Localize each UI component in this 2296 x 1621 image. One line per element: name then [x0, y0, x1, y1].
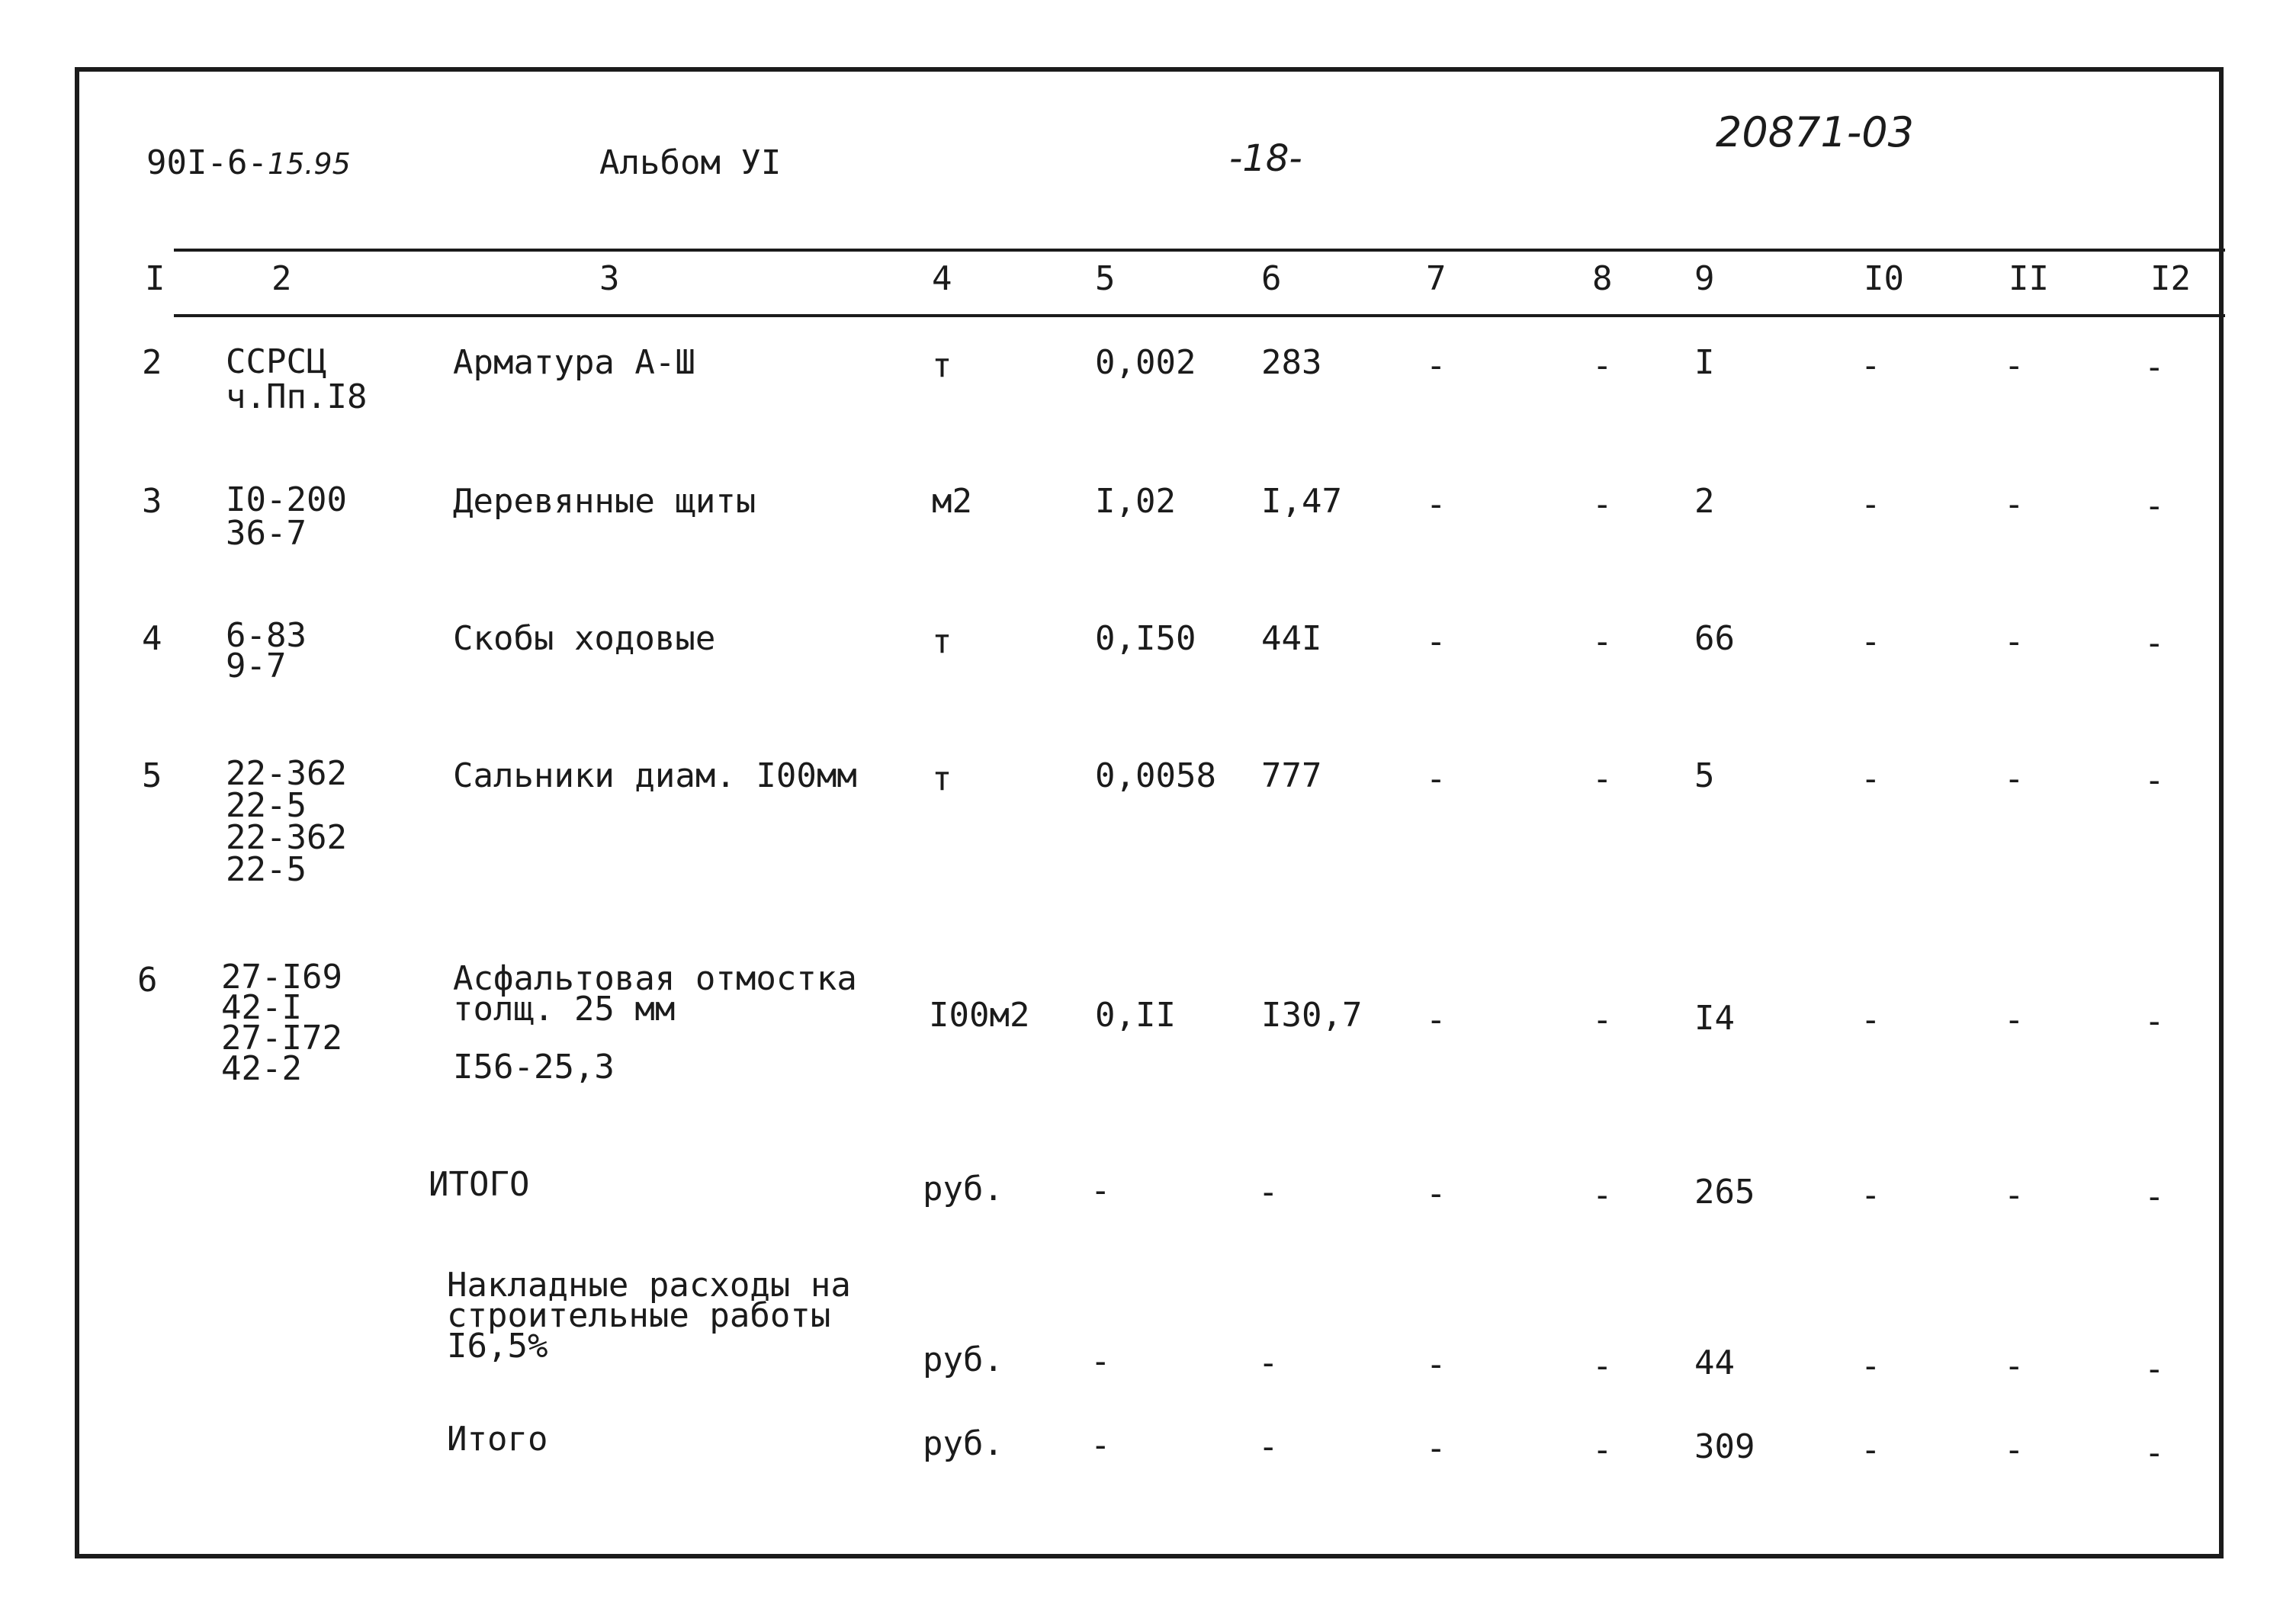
- column-header: I: [145, 259, 165, 298]
- overhead-col10: -: [1861, 1347, 1881, 1385]
- row-number: 3: [142, 482, 162, 521]
- row-col10: -: [1861, 346, 1881, 385]
- row-col11: -: [2004, 485, 2025, 524]
- overhead-col8: -: [1592, 1347, 1613, 1385]
- row-reference: I0-200 36-7: [226, 480, 347, 553]
- row-col12: -: [2144, 761, 2165, 800]
- row-col12: -: [2144, 348, 2165, 387]
- row-col10: -: [1861, 622, 1881, 661]
- row-unit: т: [932, 622, 952, 661]
- row-col9: I: [1694, 343, 1715, 382]
- row-col12: -: [2144, 486, 2165, 525]
- total-col7: -: [1426, 1174, 1447, 1213]
- column-header: 6: [1261, 259, 1282, 298]
- row-col11: -: [2004, 1000, 2025, 1039]
- total-col6: -: [1258, 1173, 1279, 1212]
- grand-total-col11: -: [2004, 1430, 2025, 1469]
- total-col8: -: [1592, 1176, 1613, 1215]
- column-header: 8: [1592, 259, 1613, 298]
- total-col5: -: [1090, 1171, 1111, 1210]
- row-name: Асфальтовая отмостка толщ. 25 мм: [453, 959, 857, 1029]
- row-col8: -: [1592, 346, 1613, 385]
- row-quantity: 0,I50: [1095, 619, 1196, 658]
- album-label: Альбом УI: [599, 143, 782, 182]
- overhead-col5: -: [1090, 1342, 1111, 1381]
- row-unit: т: [932, 346, 952, 385]
- row-quantity: 0,0058: [1095, 756, 1216, 795]
- row-col7: -: [1426, 346, 1447, 385]
- row-price: I30,7: [1261, 996, 1363, 1035]
- row-name: Деревянные щиты: [453, 482, 756, 521]
- row-name: Сальники диам. I00мм: [453, 756, 857, 795]
- row-col11: -: [2004, 759, 2025, 798]
- row-col9: I4: [1694, 999, 1735, 1038]
- column-header: I0: [1864, 259, 1904, 298]
- row-col11: -: [2004, 346, 2025, 385]
- row-col9: 66: [1694, 619, 1735, 658]
- row-price: 283: [1261, 343, 1322, 382]
- row-quantity: I,02: [1095, 482, 1176, 521]
- overhead-col12: -: [2144, 1350, 2165, 1388]
- grand-total-unit: руб.: [923, 1424, 1003, 1463]
- row-reference: 22-362 22-5 22-362 22-5: [226, 754, 347, 889]
- row-quantity: 0,II: [1095, 996, 1176, 1035]
- grand-total-col5: -: [1090, 1426, 1111, 1465]
- row-reference: 27-I69 42-I 27-I72 42-2: [221, 958, 342, 1088]
- document-code: 90I-6-15.95: [146, 143, 351, 182]
- grand-total-col12: -: [2144, 1433, 2165, 1472]
- row-col8: -: [1592, 1000, 1613, 1039]
- row-col7: -: [1426, 759, 1447, 798]
- overhead-col7: -: [1426, 1345, 1447, 1384]
- handwritten-code-suffix: 15.95: [267, 147, 351, 181]
- row-col8: -: [1592, 622, 1613, 661]
- grand-total-col6: -: [1258, 1427, 1279, 1466]
- row-name: Арматура А-Ш: [453, 343, 695, 382]
- row-unit: м2: [932, 482, 972, 521]
- overhead-label: Накладные расходы на строительные работы I6,5%: [447, 1266, 851, 1366]
- total-col10: -: [1861, 1176, 1881, 1215]
- column-header: I2: [2150, 259, 2191, 298]
- overhead-col11: -: [2004, 1347, 2025, 1385]
- total-col12: -: [2144, 1177, 2165, 1216]
- row-number: 5: [142, 756, 162, 795]
- row-col12: -: [2144, 1002, 2165, 1041]
- column-header: 5: [1095, 259, 1116, 298]
- total-unit: руб.: [923, 1170, 1003, 1209]
- header-top-rule: [174, 249, 2225, 252]
- grand-total-col8: -: [1592, 1430, 1613, 1469]
- row-name: Скобы ходовые: [453, 619, 716, 658]
- overhead-col6: -: [1258, 1343, 1279, 1382]
- row-col9: 5: [1694, 756, 1715, 795]
- row-col7: -: [1426, 622, 1447, 661]
- row-reference: 6-83 9-7: [226, 616, 307, 685]
- row-unit: I00м2: [929, 996, 1030, 1035]
- row-col10: -: [1861, 485, 1881, 524]
- row-col10: -: [1861, 759, 1881, 798]
- column-header: II: [2009, 259, 2049, 298]
- document-number: 20871-03: [1716, 108, 1914, 156]
- row-price: I,47: [1261, 482, 1342, 521]
- overhead-col9: 44: [1694, 1343, 1735, 1382]
- grand-total-col10: -: [1861, 1430, 1881, 1469]
- row-number: 2: [142, 343, 162, 382]
- row-name-note: I56-25,3: [453, 1048, 615, 1087]
- row-col7: -: [1426, 485, 1447, 524]
- row-price: 777: [1261, 756, 1322, 795]
- row-col8: -: [1592, 485, 1613, 524]
- row-col7: -: [1426, 1000, 1447, 1039]
- column-header: 9: [1694, 259, 1715, 298]
- row-reference: ССРСЦ ч.Пп.I8: [226, 342, 368, 416]
- row-col8: -: [1592, 759, 1613, 798]
- total-col9: 265: [1694, 1173, 1755, 1212]
- overhead-unit: руб.: [923, 1340, 1003, 1379]
- grand-total-col9: 309: [1694, 1427, 1755, 1466]
- column-header: 3: [599, 259, 620, 298]
- row-number: 4: [142, 619, 162, 658]
- row-col12: -: [2144, 624, 2165, 663]
- row-unit: т: [932, 759, 952, 798]
- grand-total-col7: -: [1426, 1429, 1447, 1468]
- row-number: 6: [137, 961, 158, 1000]
- row-col11: -: [2004, 622, 2025, 661]
- row-price: 44I: [1261, 619, 1322, 658]
- column-header: 4: [932, 259, 952, 298]
- row-col9: 2: [1694, 482, 1715, 521]
- header-bottom-rule: [174, 314, 2225, 317]
- row-col10: -: [1861, 1000, 1881, 1039]
- column-header: 7: [1426, 259, 1447, 298]
- total-label: ИТОГО: [429, 1165, 530, 1204]
- page-number: -18-: [1229, 137, 1302, 180]
- grand-total-label: Итого: [447, 1420, 548, 1459]
- column-header: 2: [271, 259, 292, 298]
- row-quantity: 0,002: [1095, 343, 1196, 382]
- total-col11: -: [2004, 1176, 2025, 1215]
